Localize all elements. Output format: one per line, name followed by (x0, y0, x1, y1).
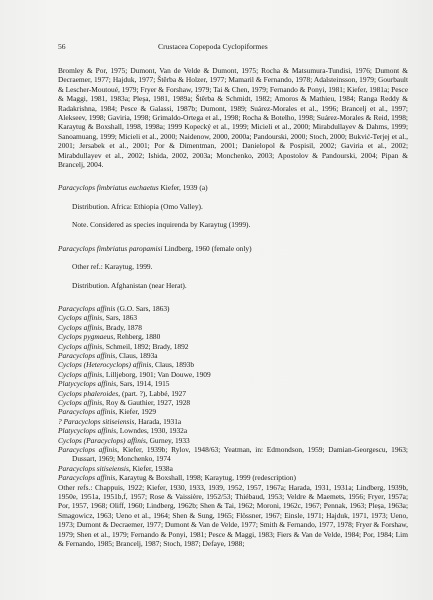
synonym-name: Paracyclops affinis (58, 407, 116, 417)
synonym-line: Paracyclops affinis, Karaytug & Boxshall, 1998; Karaytug, 1999 (redescription) (58, 473, 296, 483)
taxon-heading (58, 304, 408, 313)
synonym-author: Kiefer, 1929 (118, 407, 157, 417)
note-line: Note. Considered as species inquirenda by Karaytug (1999). (72, 220, 251, 230)
distribution-line: Distribution. Africa: Ethiopia (Omo Valley). (72, 201, 203, 211)
synonym-line: Paracyclops affinis, Claus, 1893a (58, 350, 158, 360)
synonym-name: Paracyclops affinis (58, 445, 118, 454)
synonym-name: Platycyclops affinis (58, 426, 117, 436)
synonym-line: ? Paracyclops sitiseiensis, Harada, 1931a (58, 416, 182, 426)
synonym-name: Paracyclops affinis (58, 473, 116, 483)
synonym-author: Harada, 1931a (138, 416, 182, 426)
synonym-author: Lilljeborg, 1901; Van Douwe, 1909 (105, 369, 211, 379)
taxon-name: Paracyclops fimbriatus euchaetus (58, 183, 159, 193)
synonym-author: Sars, 1914, 1915 (119, 379, 170, 389)
section-affinis (58, 304, 408, 549)
synonym-author: Claus, 1893a (118, 350, 158, 360)
synonym-name: Cyclops affinis (58, 369, 103, 379)
synonym-line: Cyclops (Paracyclops) affinis, Gurney, 1933 (58, 435, 190, 445)
taxon-heading (58, 244, 408, 253)
taxon-author: Lindberg, 1960 (female only) (164, 243, 252, 253)
taxon-name: Paracyclops affinis (58, 303, 116, 313)
section-euchaetus (58, 183, 408, 229)
taxon-heading (58, 183, 408, 192)
synonym-author: Kiefer, 1938a (132, 463, 173, 473)
synonym-author: Kiefer, 1939b; Rylov, 1948/63; Yeatman, in: Edmondson, 1959; Damian-Georgescu, 1963; Dussart, 1969; Monchenko, 1974 (72, 445, 408, 464)
synonym-line: Platycyclops affinis, Sars, 1914, 1915 (58, 379, 170, 389)
synonym-line: Paracyclops affinis, Kiefer, 1929 (58, 407, 157, 417)
synonym-line: Cyclops affinis, Schmeil, 1892; Brady, 1892 (58, 341, 189, 351)
taxon-name: Paracyclops fimbriatus paropamisi (58, 243, 163, 253)
page-body (58, 66, 408, 548)
intro-references: Bromley & Por, 1975; Dumont, Van de Velde & Dumont, 1975; Rocha & Matsumura-Tundisi, 1976; Dumont & Decraemer, 1977; Hajduk, 1977; Štěrba & Holzer, 1977; Mamaril & Fernando, 1978; Adalsteinsson, 1979; Gourbault & Lescher-Moutoué, 1979; Fryer & Forshaw, 1979; Tai & Chen, 1979; Fernando & Ponyi, 1981; Kiefer, 1981a; Pesce & Maggi, 1981, 1983a; Pleșa, 1981, 1989a; Štěrba & Schmidt, 1982; Amoros & Mathieu, 1984; Ranga Reddy & Radakrishna, 1984; Pesce & Galassi, 1987b; Dumont, 1989; Suárez-Morales et al., 1996; Brancelj et al., 1997; Alekseev, 1998; Gaviria, 1998; Grimaldo-Ortega et al., 1998; Rocha & Botelho, 1998; Suárez-Morales & Reid, 1998; Karaytug & Boxshall, 1998, 1998a; 1999 Kopecký et al., 1999; Micieli et al., 2000; Mirabdullayev & Dahms, 1999; Sanoamuang, 1999; Micieli et al., 2000; Naidenow, 2000, 2000a; Pandourski, 2000; Stoch, 2000; Bukvić-Terjej et al., 2001; Jersabek et al., 2001; Por & Dimentman, 2001; Danielopol & Pospisil, 2002; Gaviria et al., 2002; Mirabdullayev et al., 2002; Ishida, 2002, 2003a; Monchenko, 2003; Apostolov & Pandourski, 2004; Pipan & Brancelj, 2004. (58, 66, 408, 170)
synonym-name: Cyclops affinis (58, 313, 103, 323)
page-number: 56 (58, 42, 66, 51)
section-paropamisi (58, 244, 408, 290)
synonym-line: Paracyclops affinis, Kiefer, 1939b; Rylov, 1948/63; Yeatman, in: Edmondson, 1959; Damian-Georgescu, 1963; Dussart, 1969; Monchenko, 1974 (58, 445, 408, 464)
synonym-line: Paracyclops sitiseiensis, Kiefer, 1938a (58, 463, 173, 473)
synonym-name: ? Paracyclops sitiseiensis (58, 416, 135, 426)
running-title: Crustacea Copepoda Cyclopiformes (158, 42, 268, 51)
synonym-line: Cyclops phaleroides, (part. ?), Labbé, 1927 (58, 388, 187, 398)
synonym-author: Gurney, 1933 (149, 435, 190, 445)
synonym-line: Cyclops pygmaeus, Rehberg, 1880 (58, 332, 161, 342)
synonym-name: Paracyclops affinis (58, 350, 116, 360)
synonym-name: Cyclops pygmaeus (58, 332, 114, 342)
synonym-author: Claus, 1893b (155, 360, 195, 370)
synonym-author: Karaytug & Boxshall, 1998; Karaytug, 1999 (redescription) (118, 473, 296, 483)
distribution-line: Distribution. Afghanistan (near Herat). (72, 280, 187, 290)
synonym-author: Lowndes, 1930, 1932a (119, 426, 188, 436)
synonym-line: Cyclops affinis, Lilljeborg, 1901; Van Douwe, 1909 (58, 369, 211, 379)
synonym-line: Platycyclops affinis, Lowndes, 1930, 1932a (58, 426, 188, 436)
synonym-author: Sars, 1863 (105, 313, 138, 323)
synonym-name: Cyclops affinis (58, 322, 103, 332)
synonym-name: Cyclops (Paracyclops) affinis (58, 435, 146, 445)
synonym-author: Rehberg, 1880 (116, 332, 161, 342)
synonym-name: Platycyclops affinis (58, 379, 117, 389)
synonym-author: Roy & Gauthier, 1927, 1928 (105, 397, 191, 407)
synonym-list (58, 313, 408, 482)
synonym-line: Cyclops affinis, Sars, 1863 (58, 313, 138, 323)
synonym-name: Cyclops affinis (58, 397, 103, 407)
other-ref-line: Other ref.: Karaytug, 1999. (72, 262, 153, 272)
synonym-author: Brady, 1878 (105, 322, 142, 332)
synonym-line: Cyclops affinis, Brady, 1878 (58, 322, 142, 332)
other-references: Other refs.: Chappuis, 1922; Kiefer, 1930, 1933, 1939, 1952, 1957, 1967a; Harada, 1931, 1931a; Lindberg, 1939b, 1950e, 1951a, 1951b,f, 1957; Rose & Vaissière, 1952/53; Thiébaud, 1953; Veldre & Maemets, 1956; Fryer, 1957a; Por, 1957, 1968; Oliff, 1960; Lindberg, 1962b; Shen & Tai, 1962; Moroni, 1962c, 1967; Pennak, 1963; Pleșa, 1963a; Smagowicz, 1963; Ueno et al., 1964; Shen & Sung, 1965; Flössner, 1967; Einsle, 1971; Hajduk, 1971, 1973; Ueno, 1973; Dumont & Decraemer, 1977; Dumont & Van de Velde, 1977; Smith & Fernando, 1977, 1978; Fryer & Forshaw, 1979; Shen et al., 1979; Fernando & Ponyi, 1981; Pesce & Maggi, 1983; Fiers & Van de Velde, 1984; Por, 1984; Lim & Fernando, 1985; Brancelj, 1987; Stoch, 1987; Defaye, 1988; (58, 482, 408, 549)
synonym-line: Cyclops (Heterocyclops) affinis, Claus, 1893b (58, 360, 195, 370)
synonym-line: Cyclops affinis, Roy & Gauthier, 1927, 1928 (58, 397, 191, 407)
synonym-name: Cyclops phaleroides (58, 388, 119, 398)
synonym-name: Cyclops affinis (58, 341, 103, 351)
synonym-name: Paracyclops sitiseiensis (58, 463, 129, 473)
taxon-author: Kiefer, 1939 (a) (160, 183, 208, 193)
synonym-name: Cyclops (Heterocyclops) affinis (58, 360, 152, 370)
synonym-author: Schmeil, 1892; Brady, 1892 (105, 341, 189, 351)
taxon-author: (G.O. Sars, 1863) (117, 303, 170, 313)
synonym-author: (part. ?), Labbé, 1927 (121, 388, 187, 398)
